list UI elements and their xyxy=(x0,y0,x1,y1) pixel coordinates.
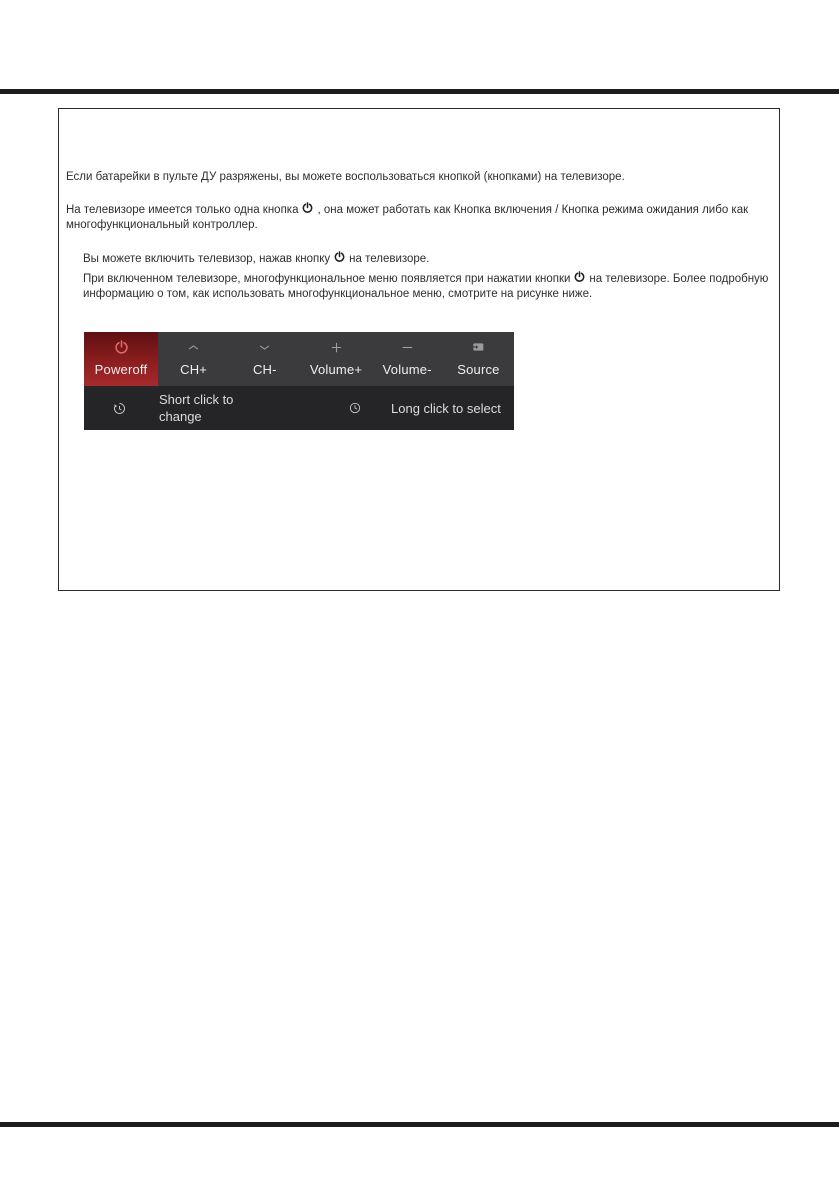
paragraph-single-button-text-after: , она может работать как Кнопка включения / Кнопка режима ожидания либо как многофункциональный контроллер. xyxy=(66,204,749,231)
channel-down-label: CH- xyxy=(252,362,277,377)
volume-down-label: Volume- xyxy=(382,362,432,377)
paragraph-multifunction-menu xyxy=(83,270,776,302)
paragraph-single-button xyxy=(66,201,773,233)
manual-content-box xyxy=(58,108,780,591)
long-click-hint-label: Long click to select xyxy=(391,400,501,416)
tv-controller-hints-row xyxy=(84,386,514,430)
poweroff-label: Poweroff xyxy=(94,362,148,377)
paragraph-turn-on xyxy=(83,250,773,267)
paragraph-single-button-text-before: На телевизоре имеется только одна кнопка xyxy=(66,204,299,216)
source-label: Source xyxy=(457,362,500,377)
volume-down-button xyxy=(372,332,443,386)
paragraph-batteries-text: Если батарейки в пульте ДУ разряжены, вы можете воспользоваться кнопкой (кнопками) на телевизоре. xyxy=(66,171,625,183)
tv-controller-illustration xyxy=(84,332,514,430)
paragraph-batteries xyxy=(66,170,773,185)
paragraph-multifunction-menu-text-before: При включенном телевизоре, многофункциональное меню появляется при нажатии кнопки xyxy=(83,273,571,285)
power-icon xyxy=(333,250,346,264)
source-icon xyxy=(470,332,486,362)
chevron-up-icon xyxy=(186,332,201,362)
tv-controller-buttons-row xyxy=(84,332,514,386)
top-divider-bar xyxy=(0,89,839,94)
bottom-divider-bar xyxy=(0,1122,839,1127)
paragraph-multifunction-menu-text-after: на телевизоре. Более подробную информацию о том, как использовать многофункциональное меню, смотрите на рисунке ниже. xyxy=(83,273,769,300)
volume-up-button xyxy=(300,332,371,386)
volume-up-label: Volume+ xyxy=(309,362,363,377)
plus-icon xyxy=(329,332,344,362)
channel-up-label: CH+ xyxy=(180,362,208,377)
history-clock-icon xyxy=(84,401,154,416)
poweroff-button xyxy=(84,332,158,386)
chevron-down-icon xyxy=(257,332,272,362)
channel-up-button xyxy=(158,332,229,386)
short-click-hint-label: Short click to change xyxy=(159,392,234,424)
power-icon xyxy=(573,270,586,284)
power-icon xyxy=(301,201,314,215)
paragraph-turn-on-text-after: на телевизоре. xyxy=(349,253,430,265)
minus-icon xyxy=(400,332,415,362)
clock-icon xyxy=(347,401,363,415)
source-button xyxy=(443,332,514,386)
power-icon xyxy=(113,332,130,362)
channel-down-button xyxy=(229,332,300,386)
paragraph-turn-on-text-before: Вы можете включить телевизор, нажав кнопку xyxy=(83,253,331,265)
